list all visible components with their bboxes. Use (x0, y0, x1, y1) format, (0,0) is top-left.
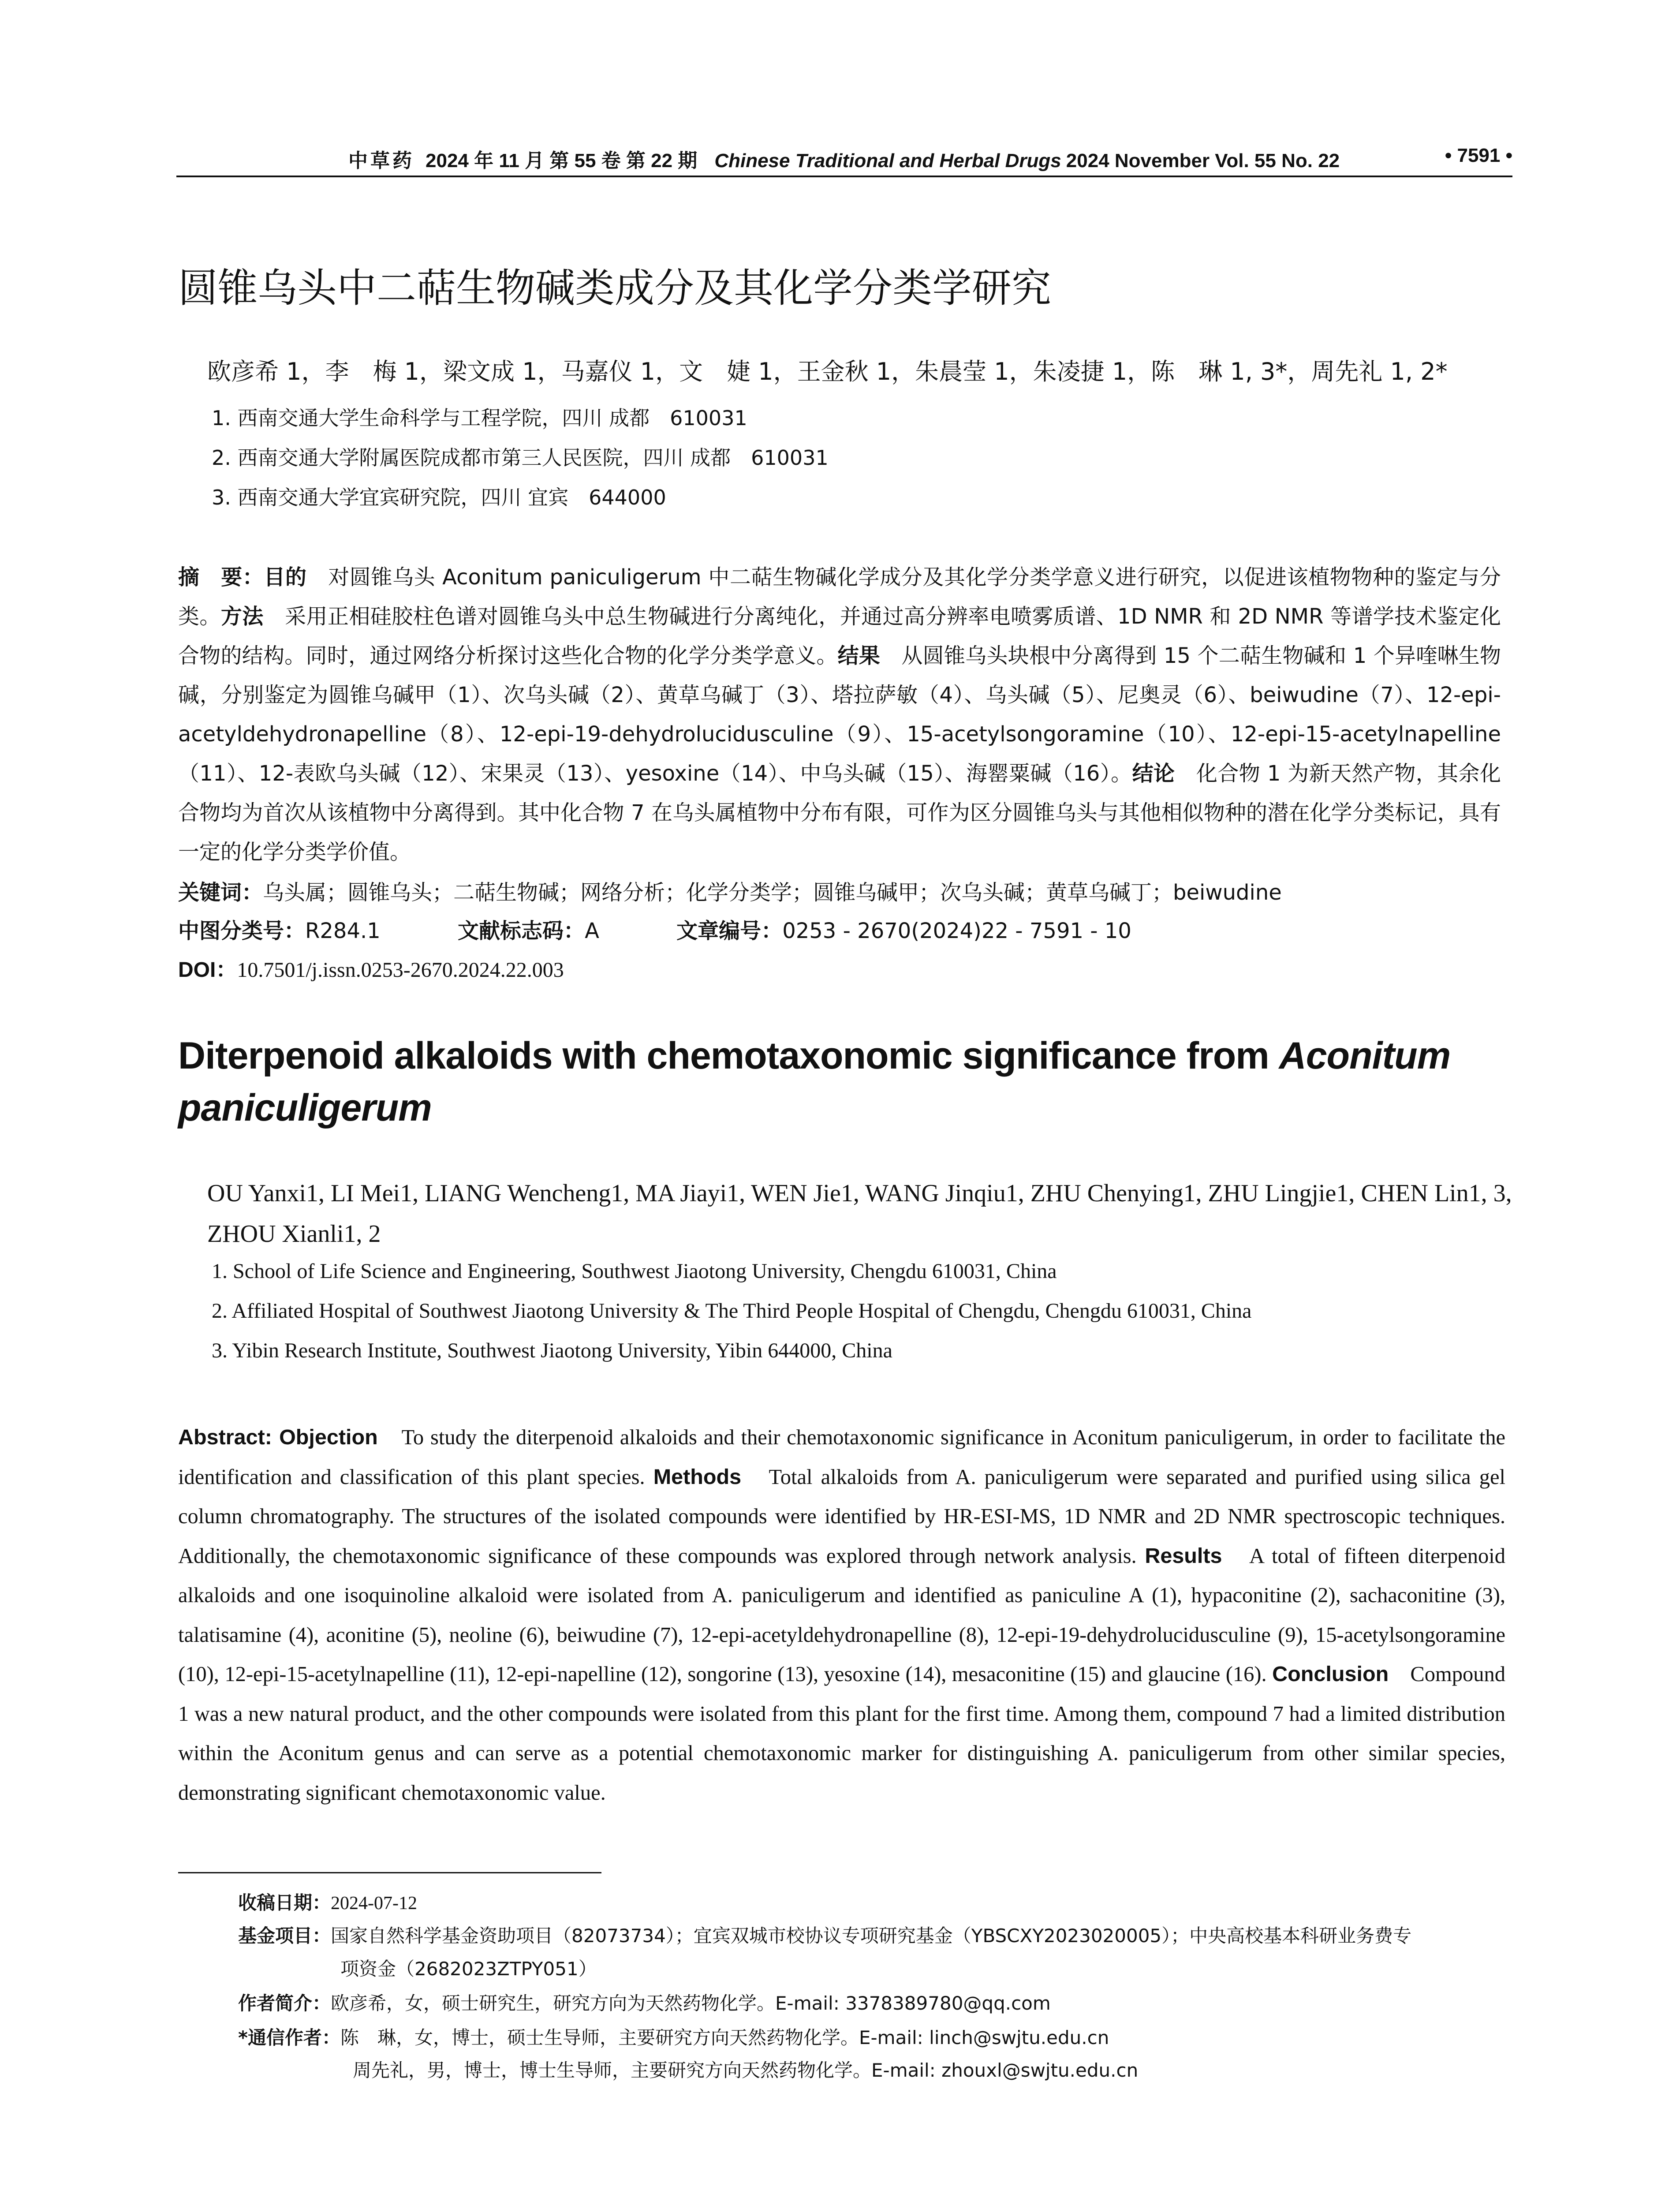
footnote-correspondence (238, 2023, 1109, 2050)
affiliation-en-1: 1. School of Life Science and Engineering, Southwest Jiaotong University, Chengdu 610031, China (212, 1259, 1057, 1283)
author-info-value: 欧彦希，女，硕士研究生，研究方向为天然药物化学。E-mail: 3378389780@qq.com (331, 1992, 1051, 2014)
title-en (178, 1030, 1501, 1134)
running-header (176, 140, 1512, 176)
abstract-en-results-text: A total of fifteen diterpenoid alkaloids and one isoquinoline alkaloid were isolated from A. paniculigerum and identified as paniculine A (1), hypaconitine (2), sachaconitine (3), talatisamine (4), aconitine (5), neoline (6), beiwudine (7), 12-epi-acetyldehydronapelline (8), 12-epi-19-dehydrolucidusculine (9), 15-acetylsongoramine (10), 12-epi-15-acetylnapelline (11), 12-epi-napelline (12), songorine (13), yesoxine (14), mesaconitine (15) and glaucine (16). (178, 1544, 1505, 1686)
abstract-cn (178, 558, 1501, 872)
abstract-en-methods-text: Total alkaloids from A. paniculigerum were separated and purified using silica gel column chromatography. The structures of the isolated compounds were identified by HR-ESI-MS, 1D NMR and 2D NMR spectroscopic techniques. Additionally, the chemotaxonomic significance of these compounds was explored through network analysis. (178, 1465, 1505, 1568)
abstract-cn-label: 摘 要： (178, 565, 264, 590)
doc-code-value: A (585, 919, 599, 943)
corresponding-label: *通信作者： (238, 2027, 340, 2048)
page-number: • 7591 • (1445, 145, 1512, 166)
abstract-cn-objective-text: 对圆锥乌头 Aconitum paniculigerum 中二萜生物碱化学成分及其化学分类学意义进行研究，以促进该植物物种的鉴定与分类。 (178, 565, 1501, 629)
journal-name-cn: 中草药 (348, 149, 414, 172)
corresponding-value-2: 周先礼，男，博士，博士生导师，主要研究方向天然药物化学。E-mail: zhouxl@swjtu.edu.cn (353, 2059, 1139, 2081)
affiliation-en-3: 3. Yibin Research Institute, Southwest Jiaotong University, Yibin 644000, China (212, 1339, 892, 1362)
title-en-species: Aconitum paniculigerum (178, 1035, 1451, 1129)
author-info-label: 作者简介： (238, 1992, 331, 2014)
title-cn: 圆锥乌头中二萜生物碱类成分及其化学分类学研究 (178, 265, 1051, 311)
fund-value-line-1: 国家自然科学基金资助项目（82073734）；宜宾双城市校协议专项研究基金（YBSCXY2023020005）；中央高校基本科研业务费专 (331, 1925, 1412, 1947)
header-rule (176, 176, 1512, 177)
classification-line (178, 914, 1131, 944)
received-value: 2024-07-12 (331, 1893, 417, 1913)
journal-name-en: Chinese Traditional and Herbal Drugs (714, 150, 1061, 172)
received-label: 收稿日期： (238, 1892, 331, 1913)
footnote-received (238, 1888, 417, 1915)
doi-line (178, 953, 564, 983)
doi-value[interactable]: 10.7501/j.issn.0253-2670.2024.22.003 (237, 958, 564, 982)
doi-label: DOI： (178, 958, 237, 982)
affiliation-cn-3: 3. 西南交通大学宜宾研究院，四川 宜宾 644000 (212, 486, 666, 509)
abstract-cn-methods-text: 采用正相硅胶柱色谱对圆锥乌头中总生物碱进行分离纯化，并通过高分辨率电喷雾质谱、1D NMR 和 2D NMR 等谱学技术鉴定化合物的结构。同时，通过网络分析探讨这些化合物的化学分类学意义。 (178, 604, 1501, 668)
keywords-cn (178, 875, 1282, 906)
footnote-rule (178, 1872, 601, 1873)
fund-label: 基金项目： (238, 1925, 331, 1947)
abstract-en (178, 1418, 1505, 1813)
abstract-cn-conclusion-text: 化合物 1 为新天然产物，其余化合物均为首次从该植物中分离得到。其中化合物 7 在乌头属植物中分布有限，可作为区分圆锥乌头与其他相似物种的潜在化学分类标记，具有一定的化学分类学价值。 (178, 761, 1501, 864)
abstract-en-objective-text: To study the diterpenoid alkaloids and their chemotaxonomic significance in Aconitum paniculigerum, in order to facilitate the identification and classification of this plant species. (178, 1426, 1505, 1489)
abstract-en-conclusion-text: Compound 1 was a new natural product, and the other compounds were isolated from this plant for the first time. Among them, compound 7 had a limited distribution within the Aconitum genus and can serve as a potential chemotaxonomic marker for distinguishing A. paniculigerum from other similar species, demonstrating significant chemotaxonomic value. (178, 1663, 1505, 1805)
abstract-cn-methods-label: 方法 (220, 604, 264, 629)
title-en-main: Diterpenoid alkaloids with chemotaxonomic significance from (178, 1035, 1279, 1077)
abstract-cn-results-text: 从圆锥乌头块根中分离得到 15 个二萜生物碱和 1 个异喹啉生物碱，分别鉴定为圆锥乌碱甲（1）、次乌头碱（2）、黄草乌碱丁（3）、塔拉萨敏（4）、乌头碱（5）、尼奥灵（6）、beiwudine（7）、12-epi-acetyldehydronapelline（8）、12-epi-19-dehydrolucidusculine（9）、15-acetylsongoramine（10）、12-epi-15-acetylnapelline（11）、12-表欧乌头碱（12）、宋果灵（13）、yesoxine（14）、中乌头碱（15）、海罂粟碱（16）。 (178, 643, 1501, 786)
abstract-cn-conclusion-label: 结论 (1132, 761, 1175, 786)
fund-value-line-2: 项资金（2682023ZTPY051） (340, 1958, 597, 1980)
abstract-en-conclusion-label: Conclusion (1272, 1662, 1389, 1686)
keywords-cn-label: 关键词： (178, 880, 263, 905)
abstract-en-label: Abstract: Objection (178, 1425, 378, 1449)
abstract-en-methods-label: Methods (653, 1465, 742, 1489)
abstract-en-results-label: Results (1145, 1544, 1222, 1568)
keywords-cn-text: 乌头属；圆锥乌头；二萜生物碱；网络分析；化学分类学；圆锥乌碱甲；次乌头碱；黄草乌碱丁；beiwudine (263, 880, 1282, 905)
corresponding-value-1: 陈 琳，女，博士，硕士生导师，主要研究方向天然药物化学。E-mail: linch@swjtu.edu.cn (340, 2027, 1109, 2048)
doc-code-label: 文献标志码： (458, 919, 585, 943)
footnote-fund (238, 1921, 1411, 1948)
clc-value: R284.1 (305, 919, 381, 943)
affiliation-cn-1: 1. 西南交通大学生命科学与工程学院，四川 成都 610031 (212, 406, 747, 430)
abstract-cn-results-label: 结果 (837, 643, 881, 668)
issue-date-cn: 2024 年 11 月 第 55 卷 第 22 期 (426, 150, 698, 172)
article-number-label: 文章编号： (676, 919, 783, 943)
header-citation (348, 145, 1340, 173)
authors-en: OU Yanxi1, LI Mei1, LIANG Wencheng1, MA Jiayi1, WEN Jie1, WANG Jinqiu1, ZHU Chenying1, ZHU Lingjie1, CHEN Lin1, 3, ZHOU Xianli1, 2 (207, 1180, 1512, 1248)
article-number-value: 0253 - 2670(2024)22 - 7591 - 10 (782, 919, 1131, 943)
authors-cn: 欧彦希 1，李 梅 1，梁文成 1，马嘉仪 1，文 婕 1，王金秋 1，朱晨莹 1，朱凌捷 1，陈 琳 1, 3*，周先礼 1, 2* (207, 358, 1448, 385)
affiliation-cn-2: 2. 西南交通大学附属医院成都市第三人民医院，四川 成都 610031 (212, 446, 829, 470)
affiliation-en-2: 2. Affiliated Hospital of Southwest Jiaotong University & The Third People Hospital of Chengdu, Chengdu 610031, China (212, 1299, 1252, 1323)
issue-date-en: 2024 November Vol. 55 No. 22 (1066, 150, 1340, 172)
footnote-author (238, 1989, 1051, 2015)
clc-label: 中图分类号： (178, 919, 306, 943)
abstract-cn-objective-label: 目的 (264, 565, 307, 590)
